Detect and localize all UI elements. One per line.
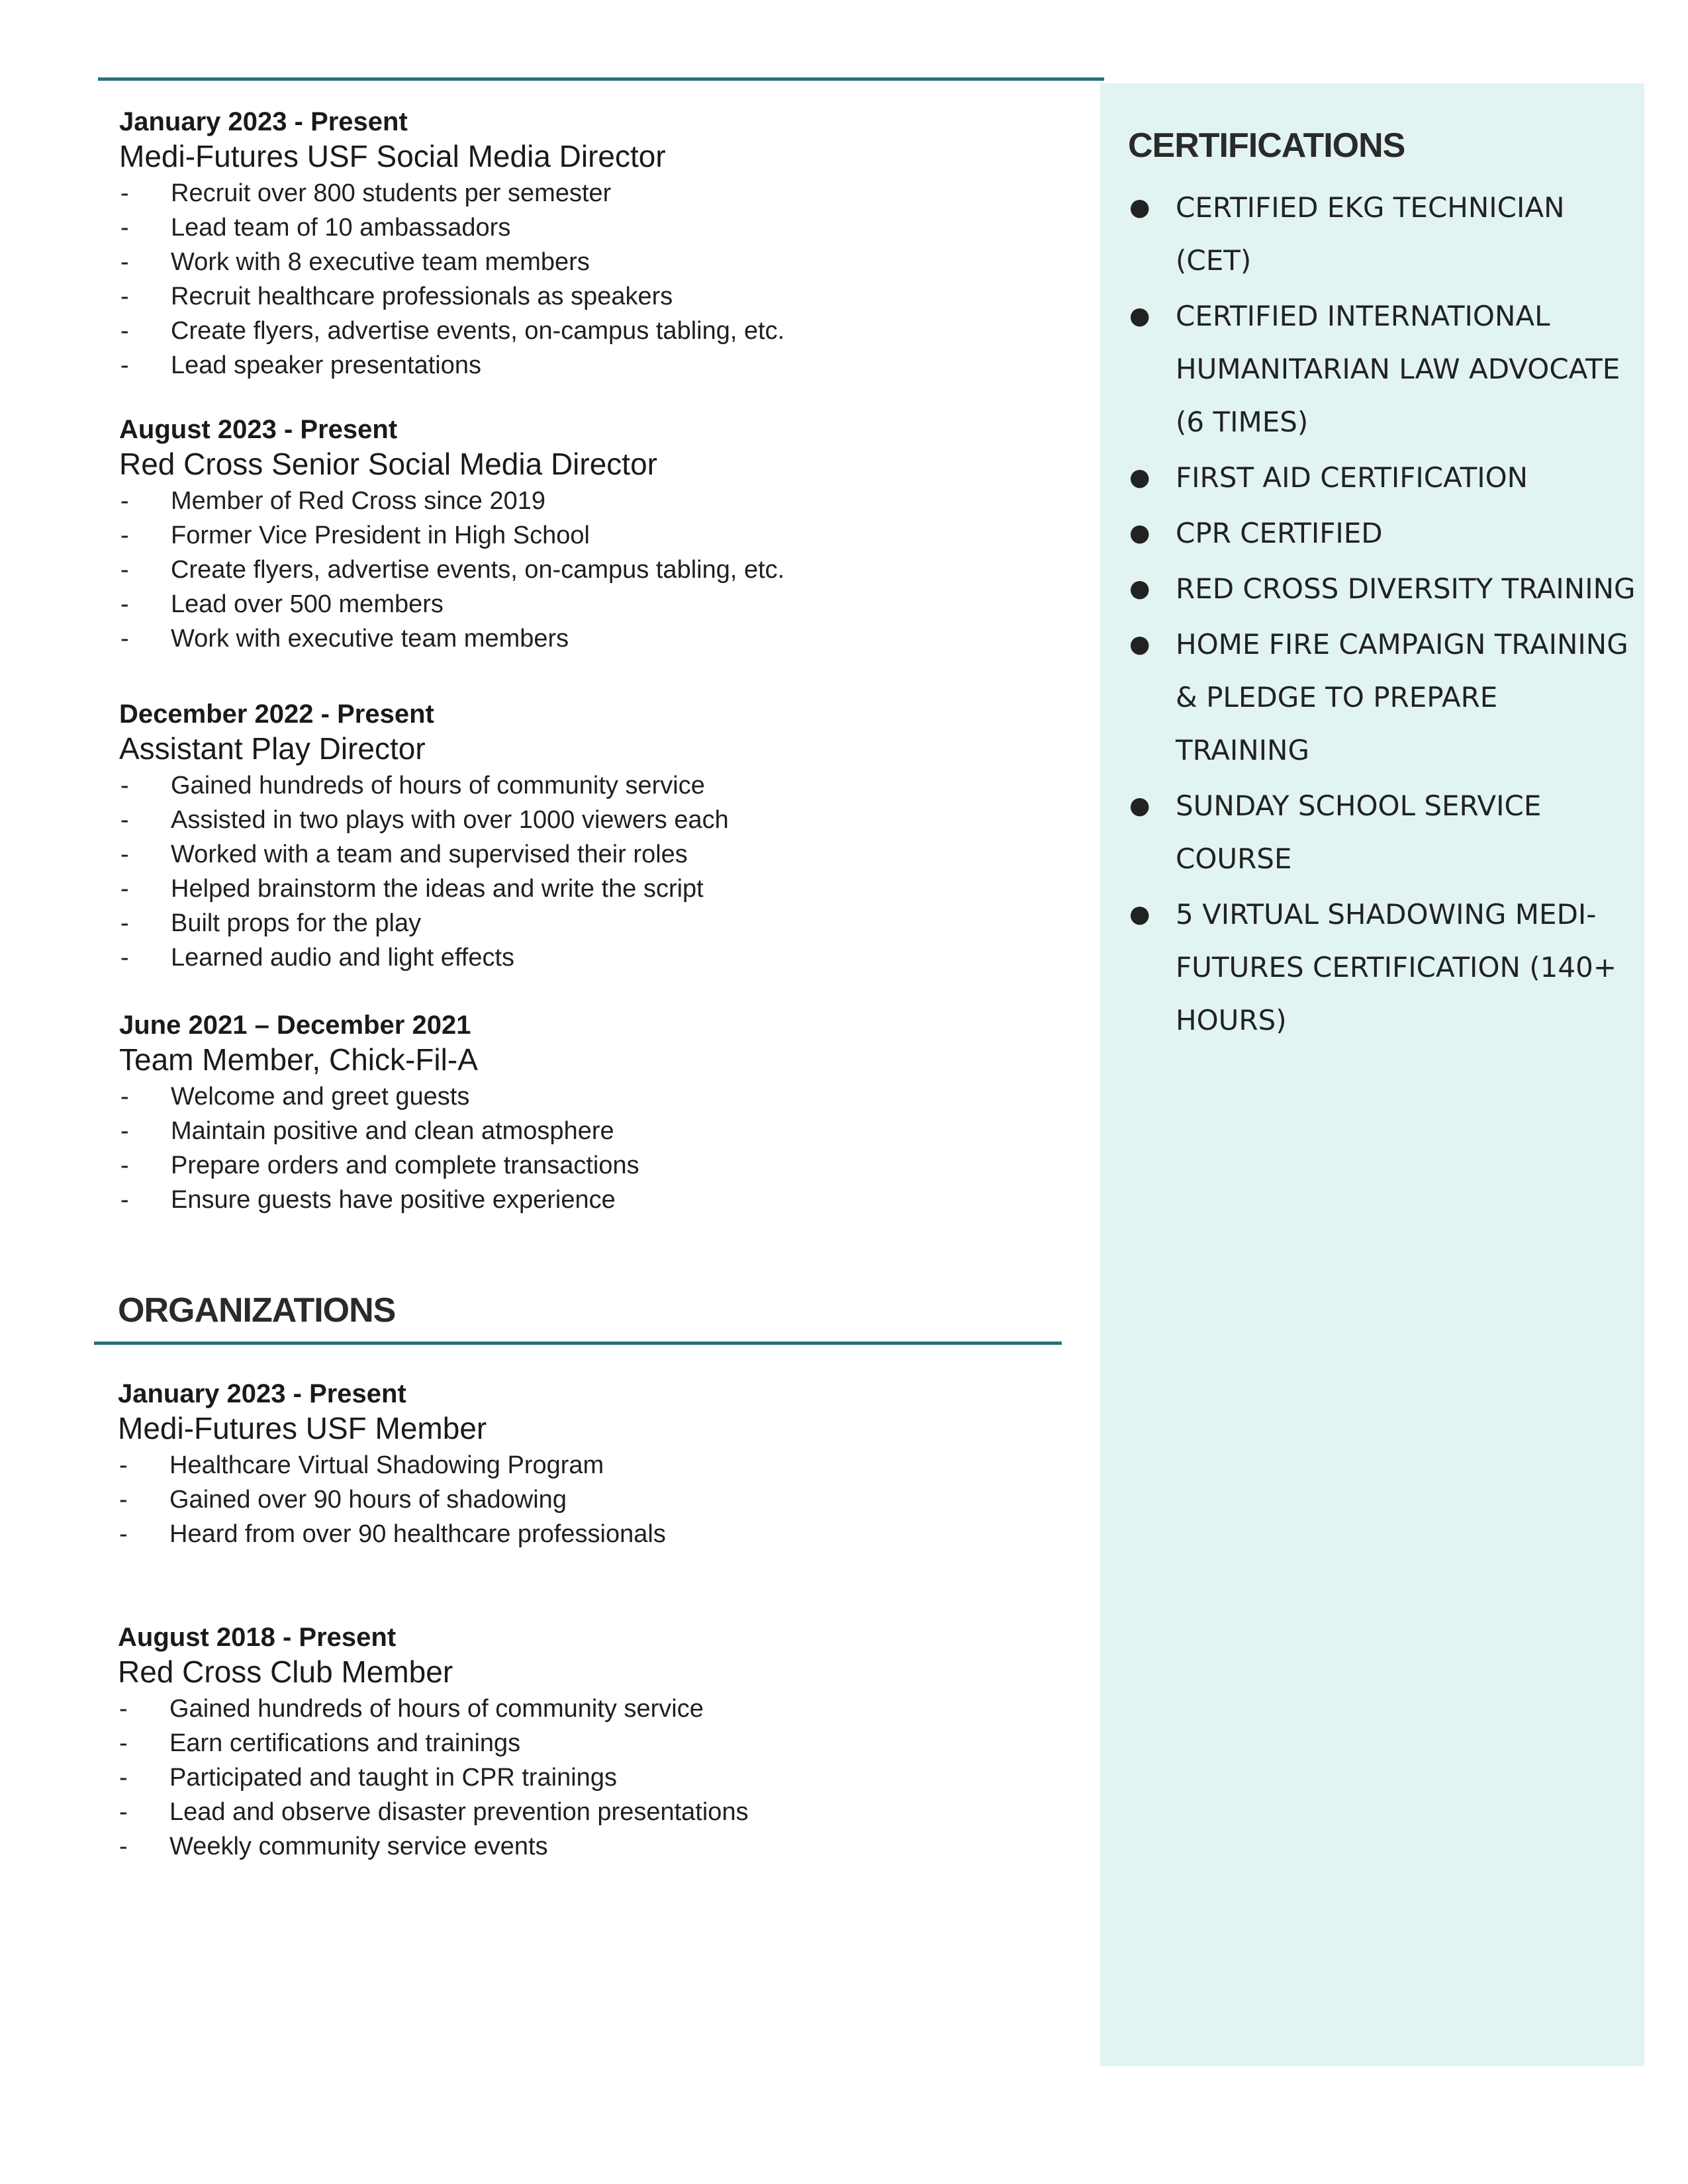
dash-marker: - bbox=[119, 1833, 128, 1860]
dash-marker: - bbox=[120, 944, 129, 972]
certification-item bbox=[1128, 507, 1638, 560]
dash-marker: - bbox=[120, 283, 129, 310]
list-item bbox=[119, 245, 1033, 279]
entry-title: Red Cross Senior Social Media Director bbox=[119, 447, 657, 481]
dash-marker: - bbox=[120, 772, 129, 799]
experience-entry-red-cross-director bbox=[119, 414, 1033, 656]
list-item-text: Lead and observe disaster prevention presentations bbox=[169, 1798, 749, 1826]
experience-entry-chick-fil-a bbox=[119, 1009, 1033, 1217]
certification-item bbox=[1128, 888, 1638, 1047]
certifications-heading: CERTIFICATIONS bbox=[1128, 126, 1405, 165]
dash-marker: - bbox=[119, 1729, 128, 1757]
experience-entry-assistant-play-director bbox=[119, 698, 1033, 975]
list-item-text: Member of Red Cross since 2019 bbox=[171, 487, 546, 515]
experience-entry-medi-futures-director bbox=[119, 106, 1033, 383]
list-item bbox=[119, 484, 1033, 518]
entry-bullets bbox=[119, 176, 1033, 383]
list-item-text: Learned audio and light effects bbox=[171, 944, 515, 972]
list-item-text: Helped brainstorm the ideas and write the script bbox=[171, 875, 704, 903]
certification-text: CERTIFIED INTERNATIONAL HUMANITARIAN LAW ADVOCATE (6 TIMES) bbox=[1176, 300, 1620, 438]
list-item-text: Lead speaker presentations bbox=[171, 351, 481, 379]
list-item bbox=[119, 279, 1033, 314]
list-item-text: Earn certifications and trainings bbox=[169, 1729, 521, 1757]
bullet-icon: ● bbox=[1129, 464, 1150, 491]
dash-marker: - bbox=[120, 487, 129, 515]
bullet-icon: ● bbox=[1129, 631, 1150, 658]
list-item bbox=[119, 1148, 1033, 1183]
dash-marker: - bbox=[119, 1764, 128, 1792]
dash-marker: - bbox=[119, 1798, 128, 1826]
bullet-icon: ● bbox=[1129, 520, 1150, 547]
entry-date: June 2021 – December 2021 bbox=[119, 1011, 471, 1040]
top-divider bbox=[98, 77, 1104, 81]
certification-text: SUNDAY SCHOOL SERVICE COURSE bbox=[1176, 790, 1542, 875]
list-item bbox=[118, 1448, 1031, 1482]
certification-item bbox=[1128, 780, 1638, 886]
dash-marker: - bbox=[119, 1486, 128, 1514]
entry-date: August 2018 - Present bbox=[118, 1623, 397, 1652]
list-item-text: Work with 8 executive team members bbox=[171, 248, 590, 276]
bullet-icon: ● bbox=[1129, 901, 1150, 928]
entry-bullets bbox=[119, 1079, 1033, 1217]
list-item-text: Healthcare Virtual Shadowing Program bbox=[169, 1451, 604, 1479]
list-item bbox=[118, 1692, 1031, 1726]
dash-marker: - bbox=[120, 522, 129, 549]
list-item bbox=[118, 1760, 1031, 1795]
dash-marker: - bbox=[120, 909, 129, 937]
entry-bullets bbox=[118, 1448, 1031, 1551]
list-item bbox=[119, 768, 1033, 803]
list-item-text: Welcome and greet guests bbox=[171, 1083, 470, 1111]
certification-text: CPR CERTIFIED bbox=[1176, 517, 1383, 549]
organizations-heading: ORGANIZATIONS bbox=[118, 1291, 396, 1330]
certification-text: RED CROSS DIVERSITY TRAINING bbox=[1176, 572, 1636, 605]
dash-marker: - bbox=[120, 875, 129, 903]
certification-item bbox=[1128, 290, 1638, 449]
list-item-text: Recruit over 800 students per semester bbox=[171, 179, 612, 207]
dash-marker: - bbox=[120, 351, 129, 379]
certification-text: FIRST AID CERTIFICATION bbox=[1176, 461, 1528, 494]
list-item bbox=[118, 1517, 1031, 1551]
list-item bbox=[119, 1183, 1033, 1217]
entry-title: Medi-Futures USF Social Media Director bbox=[119, 139, 666, 173]
entry-date: December 2022 - Present bbox=[119, 700, 434, 729]
entry-bullets bbox=[118, 1692, 1031, 1864]
bullet-icon: ● bbox=[1129, 194, 1150, 221]
dash-marker: - bbox=[119, 1451, 128, 1479]
dash-marker: - bbox=[120, 556, 129, 584]
certification-text: HOME FIRE CAMPAIGN TRAINING & PLEDGE TO PREPARE TRAINING bbox=[1176, 628, 1628, 766]
certification-item bbox=[1128, 563, 1638, 615]
list-item bbox=[119, 837, 1033, 872]
list-item-text: Gained hundreds of hours of community service bbox=[169, 1695, 704, 1723]
certifications-list bbox=[1128, 181, 1638, 1050]
organization-entry-red-cross-club bbox=[118, 1621, 1031, 1864]
dash-marker: - bbox=[120, 1117, 129, 1145]
dash-marker: - bbox=[120, 1083, 129, 1111]
list-item bbox=[119, 1079, 1033, 1114]
list-item bbox=[119, 803, 1033, 837]
list-item-text: Recruit healthcare professionals as speakers bbox=[171, 283, 673, 310]
list-item-text: Assisted in two plays with over 1000 viewers each bbox=[171, 806, 729, 834]
entry-date: August 2023 - Present bbox=[119, 415, 398, 444]
entry-title: Medi-Futures USF Member bbox=[118, 1411, 487, 1445]
entry-title: Assistant Play Director bbox=[119, 731, 426, 766]
list-item bbox=[119, 1114, 1033, 1148]
certification-item bbox=[1128, 618, 1638, 777]
dash-marker: - bbox=[120, 806, 129, 834]
dash-marker: - bbox=[120, 625, 129, 653]
list-item-text: Work with executive team members bbox=[171, 625, 569, 653]
entry-title: Red Cross Club Member bbox=[118, 1655, 453, 1689]
list-item bbox=[119, 587, 1033, 621]
entry-bullets bbox=[119, 768, 1033, 975]
certification-text: 5 VIRTUAL SHADOWING MEDI-FUTURES CERTIFICATION (140+ HOURS) bbox=[1176, 898, 1617, 1036]
list-item-text: Maintain positive and clean atmosphere bbox=[171, 1117, 614, 1145]
list-item-text: Participated and taught in CPR trainings bbox=[169, 1764, 617, 1792]
list-item bbox=[119, 906, 1033, 940]
list-item bbox=[118, 1726, 1031, 1760]
list-item bbox=[119, 518, 1033, 553]
list-item-text: Lead over 500 members bbox=[171, 590, 444, 618]
list-item bbox=[119, 621, 1033, 656]
list-item-text: Ensure guests have positive experience bbox=[171, 1186, 616, 1214]
certification-item bbox=[1128, 181, 1638, 287]
dash-marker: - bbox=[120, 179, 129, 207]
entry-title: Team Member, Chick-Fil-A bbox=[119, 1042, 478, 1077]
list-item bbox=[118, 1829, 1031, 1864]
bullet-icon: ● bbox=[1129, 575, 1150, 602]
bullet-icon: ● bbox=[1129, 792, 1150, 819]
dash-marker: - bbox=[120, 1186, 129, 1214]
list-item bbox=[119, 348, 1033, 383]
bullet-icon: ● bbox=[1129, 302, 1150, 330]
entry-bullets bbox=[119, 484, 1033, 656]
list-item bbox=[119, 553, 1033, 587]
organization-entry-medi-futures bbox=[118, 1378, 1031, 1551]
list-item-text: Create flyers, advertise events, on-campus tabling, etc. bbox=[171, 317, 785, 345]
organizations-divider bbox=[94, 1342, 1062, 1345]
list-item bbox=[119, 872, 1033, 906]
dash-marker: - bbox=[120, 317, 129, 345]
list-item-text: Former Vice President in High School bbox=[171, 522, 590, 549]
list-item-text: Gained over 90 hours of shadowing bbox=[169, 1486, 567, 1514]
list-item-text: Prepare orders and complete transactions bbox=[171, 1152, 639, 1179]
dash-marker: - bbox=[120, 214, 129, 242]
list-item-text: Gained hundreds of hours of community service bbox=[171, 772, 705, 799]
list-item-text: Create flyers, advertise events, on-campus tabling, etc. bbox=[171, 556, 785, 584]
list-item bbox=[118, 1795, 1031, 1829]
entry-date: January 2023 - Present bbox=[119, 107, 408, 136]
list-item bbox=[118, 1482, 1031, 1517]
list-item-text: Lead team of 10 ambassadors bbox=[171, 214, 511, 242]
dash-marker: - bbox=[120, 590, 129, 618]
list-item bbox=[119, 940, 1033, 975]
list-item-text: Weekly community service events bbox=[169, 1833, 548, 1860]
entry-date: January 2023 - Present bbox=[118, 1379, 406, 1408]
dash-marker: - bbox=[120, 248, 129, 276]
list-item-text: Heard from over 90 healthcare professionals bbox=[169, 1520, 666, 1548]
list-item bbox=[119, 314, 1033, 348]
list-item bbox=[119, 176, 1033, 210]
list-item-text: Built props for the play bbox=[171, 909, 422, 937]
dash-marker: - bbox=[120, 841, 129, 868]
certifications-sidebar bbox=[1100, 83, 1644, 2066]
list-item bbox=[119, 210, 1033, 245]
certification-item bbox=[1128, 451, 1638, 504]
certification-text: CERTIFIED EKG TECHNICIAN (CET) bbox=[1176, 191, 1565, 277]
dash-marker: - bbox=[120, 1152, 129, 1179]
dash-marker: - bbox=[119, 1520, 128, 1548]
dash-marker: - bbox=[119, 1695, 128, 1723]
list-item-text: Worked with a team and supervised their roles bbox=[171, 841, 688, 868]
